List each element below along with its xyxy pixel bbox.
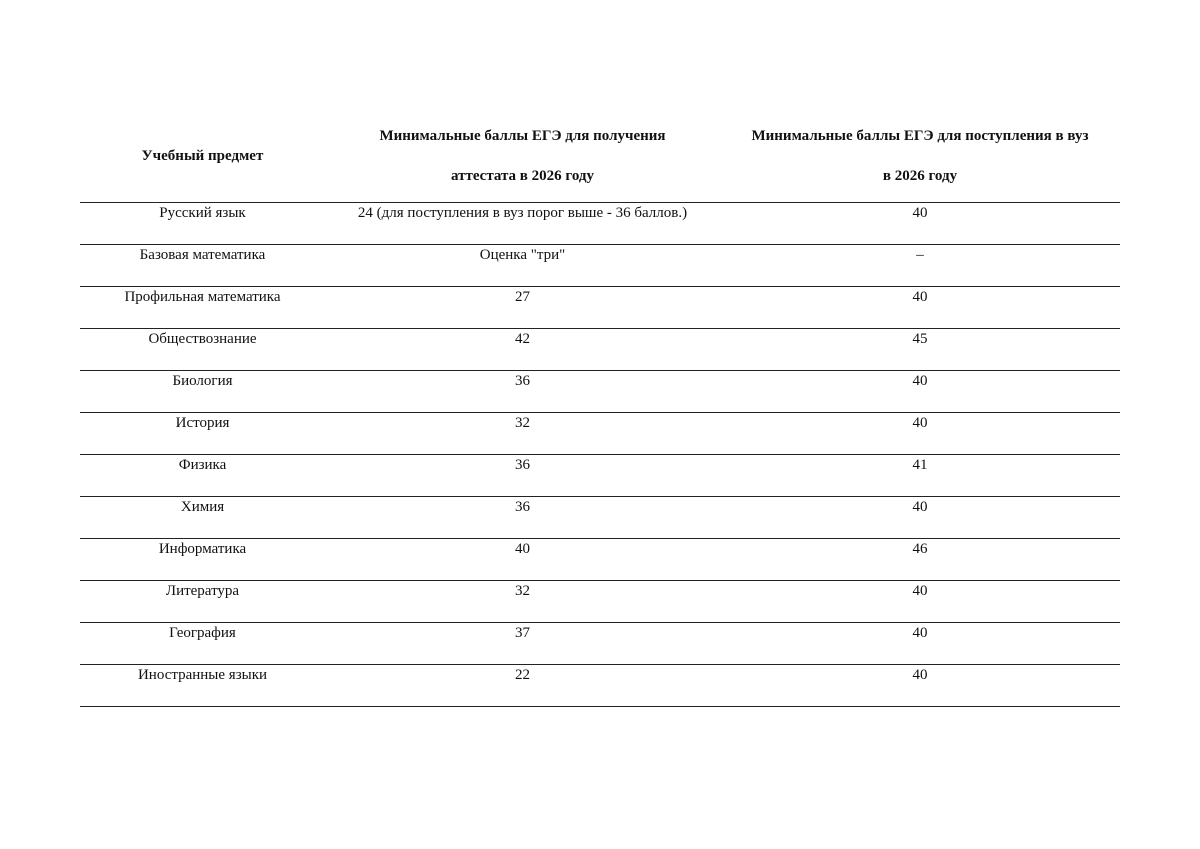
cell-university-score: 40 <box>720 371 1120 413</box>
header-certificate-min <box>325 110 720 203</box>
cell-certificate-score: 24 (для поступления в вуз порог выше - 36 баллов.) <box>325 203 720 245</box>
header-certificate-line-1: Минимальные баллы ЕГЭ для получения <box>379 128 666 144</box>
exam-scores-table <box>80 110 1120 707</box>
cell-university-score: – <box>720 245 1120 287</box>
table-row <box>80 203 1120 245</box>
cell-university-score: 40 <box>720 413 1120 455</box>
cell-certificate-score: 36 <box>325 497 720 539</box>
cell-university-score: 45 <box>720 329 1120 371</box>
cell-subject: Обществознание <box>80 329 325 371</box>
table-row <box>80 245 1120 287</box>
cell-certificate-score: 42 <box>325 329 720 371</box>
header-subject <box>80 110 325 203</box>
table-row <box>80 497 1120 539</box>
table-row <box>80 455 1120 497</box>
cell-certificate-score: 27 <box>325 287 720 329</box>
cell-subject: Базовая математика <box>80 245 325 287</box>
cell-subject: Химия <box>80 497 325 539</box>
cell-university-score: 40 <box>720 665 1120 707</box>
cell-university-score: 41 <box>720 455 1120 497</box>
cell-subject: Информатика <box>80 539 325 581</box>
table-header <box>80 110 1120 203</box>
cell-university-score: 40 <box>720 623 1120 665</box>
cell-certificate-score: 36 <box>325 371 720 413</box>
cell-subject: География <box>80 623 325 665</box>
cell-subject: Иностранные языки <box>80 665 325 707</box>
header-subject-label: Учебный предмет <box>141 148 264 164</box>
cell-university-score: 40 <box>720 497 1120 539</box>
header-row <box>80 110 1120 203</box>
table-body <box>80 203 1120 707</box>
cell-subject: Литература <box>80 581 325 623</box>
header-university-line-1: Минимальные баллы ЕГЭ для поступления в вуз <box>751 128 1089 144</box>
cell-university-score: 40 <box>720 287 1120 329</box>
cell-subject: Физика <box>80 455 325 497</box>
table-row <box>80 329 1120 371</box>
cell-certificate-score: Оценка "три" <box>325 245 720 287</box>
cell-subject: История <box>80 413 325 455</box>
cell-certificate-score: 22 <box>325 665 720 707</box>
table-row <box>80 371 1120 413</box>
cell-university-score: 46 <box>720 539 1120 581</box>
table-row <box>80 581 1120 623</box>
cell-certificate-score: 37 <box>325 623 720 665</box>
cell-university-score: 40 <box>720 581 1120 623</box>
cell-certificate-score: 40 <box>325 539 720 581</box>
header-university-line-2: в 2026 году <box>882 168 958 184</box>
table-row <box>80 623 1120 665</box>
cell-subject: Профильная математика <box>80 287 325 329</box>
cell-certificate-score: 32 <box>325 581 720 623</box>
header-certificate-line-2: аттестата в 2026 году <box>450 168 594 184</box>
cell-subject: Русский язык <box>80 203 325 245</box>
cell-certificate-score: 32 <box>325 413 720 455</box>
cell-subject: Биология <box>80 371 325 413</box>
table-row <box>80 539 1120 581</box>
table-row <box>80 413 1120 455</box>
cell-university-score: 40 <box>720 203 1120 245</box>
cell-certificate-score: 36 <box>325 455 720 497</box>
table-row <box>80 287 1120 329</box>
header-university-min <box>720 110 1120 203</box>
table-row <box>80 665 1120 707</box>
